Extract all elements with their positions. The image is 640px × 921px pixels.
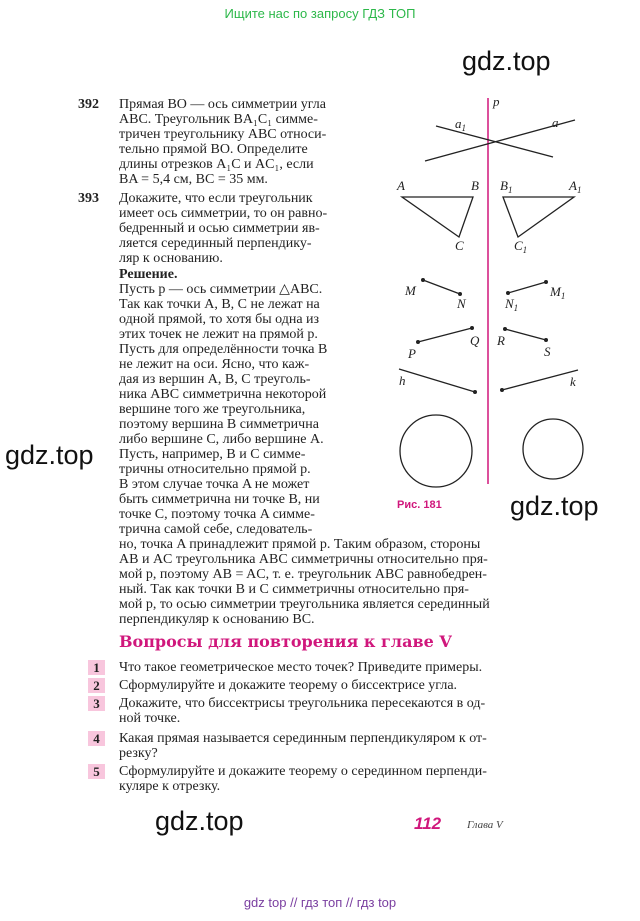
text-line: Пусть для определённости точка B <box>119 342 328 357</box>
question-text <box>119 678 599 693</box>
text-line: Докажите, что если треугольник <box>119 191 313 206</box>
label-C: C <box>455 238 464 253</box>
solution-heading: Решение. <box>119 267 178 282</box>
label-a: a <box>552 115 559 130</box>
text-line: Пусть p — ось симметрии △ABC. <box>119 282 323 297</box>
problem-393-text <box>119 191 389 266</box>
solution-text-wide <box>119 537 599 627</box>
label-h: h <box>399 373 406 388</box>
point-r <box>503 327 507 331</box>
label-a1: $a_1$ <box>455 116 466 133</box>
point-m1 <box>544 280 548 284</box>
chapter-label: Глава V <box>467 819 503 831</box>
label-C1: $C_1$ <box>514 238 528 255</box>
watermark-right: gdz.top <box>510 491 599 521</box>
text-line: Какая прямая называется серединным перпендикуляром к от- <box>119 731 487 746</box>
top-banner[interactable]: Ищите нас по запросу ГДЗ ТОП <box>224 6 416 21</box>
label-S: S <box>544 344 551 359</box>
text-line: мой p, поэтому AB = AC, т. е. треугольник ABC равнобедрен- <box>119 567 487 582</box>
text-line: Так как точки A, B, C не лежат на <box>119 297 320 312</box>
text-line: ный. Так как точки B и C симметричны относительно пря- <box>119 582 469 597</box>
point-p <box>416 340 420 344</box>
segment-rs <box>505 329 546 340</box>
label-M1: $M_1$ <box>550 284 566 301</box>
text-line: имеет ось симметрии, то он равно- <box>119 206 328 221</box>
text-line: но, точка A принадлежит прямой p. Таким образом, стороны <box>119 537 481 552</box>
text-line: поэтому вершина B симметрична <box>119 417 319 432</box>
label-N: N <box>457 296 466 311</box>
label-A: A <box>397 178 405 193</box>
label-p: p <box>493 94 500 109</box>
watermark-left: gdz.top <box>5 440 94 470</box>
label-A1: $A_1$ <box>569 178 582 195</box>
watermark-top-right: gdz.top <box>462 46 551 76</box>
text-line: мой p, то осью симметрии треугольника является серединный <box>119 597 490 612</box>
question-number-badge: 3 <box>88 696 105 711</box>
watermark-bottom: gdz.top <box>155 806 244 836</box>
text-line: ной точке. <box>119 711 181 726</box>
text-line: куляре к отрезку. <box>119 779 221 794</box>
point-n1 <box>506 291 510 295</box>
text-line: дая из вершин A, B, C треуголь- <box>119 372 311 387</box>
label-B1: $B_1$ <box>500 178 513 195</box>
segment-mn <box>423 280 460 294</box>
question-text <box>119 764 599 794</box>
text-line: AB и AC треугольника ABC симметричны относительно пря- <box>119 552 488 567</box>
page-number: 112 <box>414 814 442 833</box>
triangle-a1b1c1 <box>503 197 574 237</box>
point-m <box>421 278 425 282</box>
text-line: перпендикуляр к основанию BC. <box>119 612 315 627</box>
segment-n1m1 <box>508 282 546 293</box>
label-Q: Q <box>470 333 480 348</box>
text-line: бедренный и осью симметрии яв- <box>119 221 320 236</box>
text-line: вершине того же треугольника, <box>119 402 306 417</box>
text-line: точке C, поэтому точка A симме- <box>119 507 315 522</box>
text-line: ника ABC симметрична некоторой <box>119 387 327 402</box>
text-line: тричен треугольнику ABC относи- <box>119 127 327 142</box>
text-line: ляется серединный перпендику- <box>119 236 312 251</box>
text-line: тельно прямой BO. Определите <box>119 142 308 157</box>
solution-text-narrow <box>119 282 389 537</box>
question-text <box>119 660 599 675</box>
label-N1: $N_1$ <box>505 296 519 313</box>
question-text <box>119 696 599 726</box>
text-line: этих точек не лежит на прямой p. <box>119 327 318 342</box>
circle-left <box>400 415 472 487</box>
text-line: Прямая BO — ось симметрии угла <box>119 97 327 112</box>
figure-caption: Рис. 181 <box>397 499 442 511</box>
text-line: одной прямой, то хотя бы одна из <box>119 312 320 327</box>
ray-k <box>502 370 578 390</box>
point-s <box>544 338 548 342</box>
label-R: R <box>497 333 505 348</box>
point-k <box>500 388 504 392</box>
label-P: P <box>408 346 416 361</box>
text-line: Что такое геометрическое место точек? Приведите примеры. <box>119 660 483 675</box>
question-number-badge: 2 <box>88 678 105 693</box>
text-line: Пусть, например, B и C симме- <box>119 447 306 462</box>
text-line: тричны относительно прямой p. <box>119 462 311 477</box>
question-number-badge: 1 <box>88 660 105 675</box>
text-line: Сформулируйте и докажите теорему о серединном перпенди- <box>119 764 487 779</box>
segment-pq <box>418 328 472 342</box>
text-line: длины отрезков A₁C и AC₁, если <box>119 157 314 172</box>
text-line: быть симметрична ни точке B, ни <box>119 492 320 507</box>
text-line: Сформулируйте и докажите теорему о биссектрисе угла. <box>119 678 458 693</box>
label-B: B <box>471 178 479 193</box>
point-h <box>473 390 477 394</box>
ray-h <box>399 369 475 392</box>
problem-number: 392 <box>78 97 99 112</box>
text-line: резку? <box>119 746 158 761</box>
triangle-abc <box>402 197 473 237</box>
label-k: k <box>570 374 576 389</box>
label-M: M <box>405 283 416 298</box>
question-number-badge: 4 <box>88 731 105 746</box>
text-line: В этом случае точка A не может <box>119 477 310 492</box>
figure-181 <box>390 90 600 500</box>
circle-right <box>523 419 583 479</box>
text-line: ляр к основанию. <box>119 251 223 266</box>
text-line: ABC. Треугольник BA₁C₁ симме- <box>119 112 318 127</box>
text-line: либо вершине C, либо вершине A. <box>119 432 324 447</box>
problem-number: 393 <box>78 191 99 206</box>
text-line: Докажите, что биссектрисы треугольника пересекаются в од- <box>119 696 486 711</box>
problem-392-text <box>119 97 389 187</box>
question-text <box>119 731 599 761</box>
text-line: BA = 5,4 см, BC = 35 мм. <box>119 172 268 187</box>
section-title: Вопросы для повторения к главе V <box>119 632 452 651</box>
point-q <box>470 326 474 330</box>
text-line: не лежит на оси. Ясно, что каж- <box>119 357 310 372</box>
question-number-badge: 5 <box>88 764 105 779</box>
text-line: трична самой себе, следователь- <box>119 522 313 537</box>
footer-links[interactable]: gdz top // гдз топ // гдз top <box>243 895 397 910</box>
